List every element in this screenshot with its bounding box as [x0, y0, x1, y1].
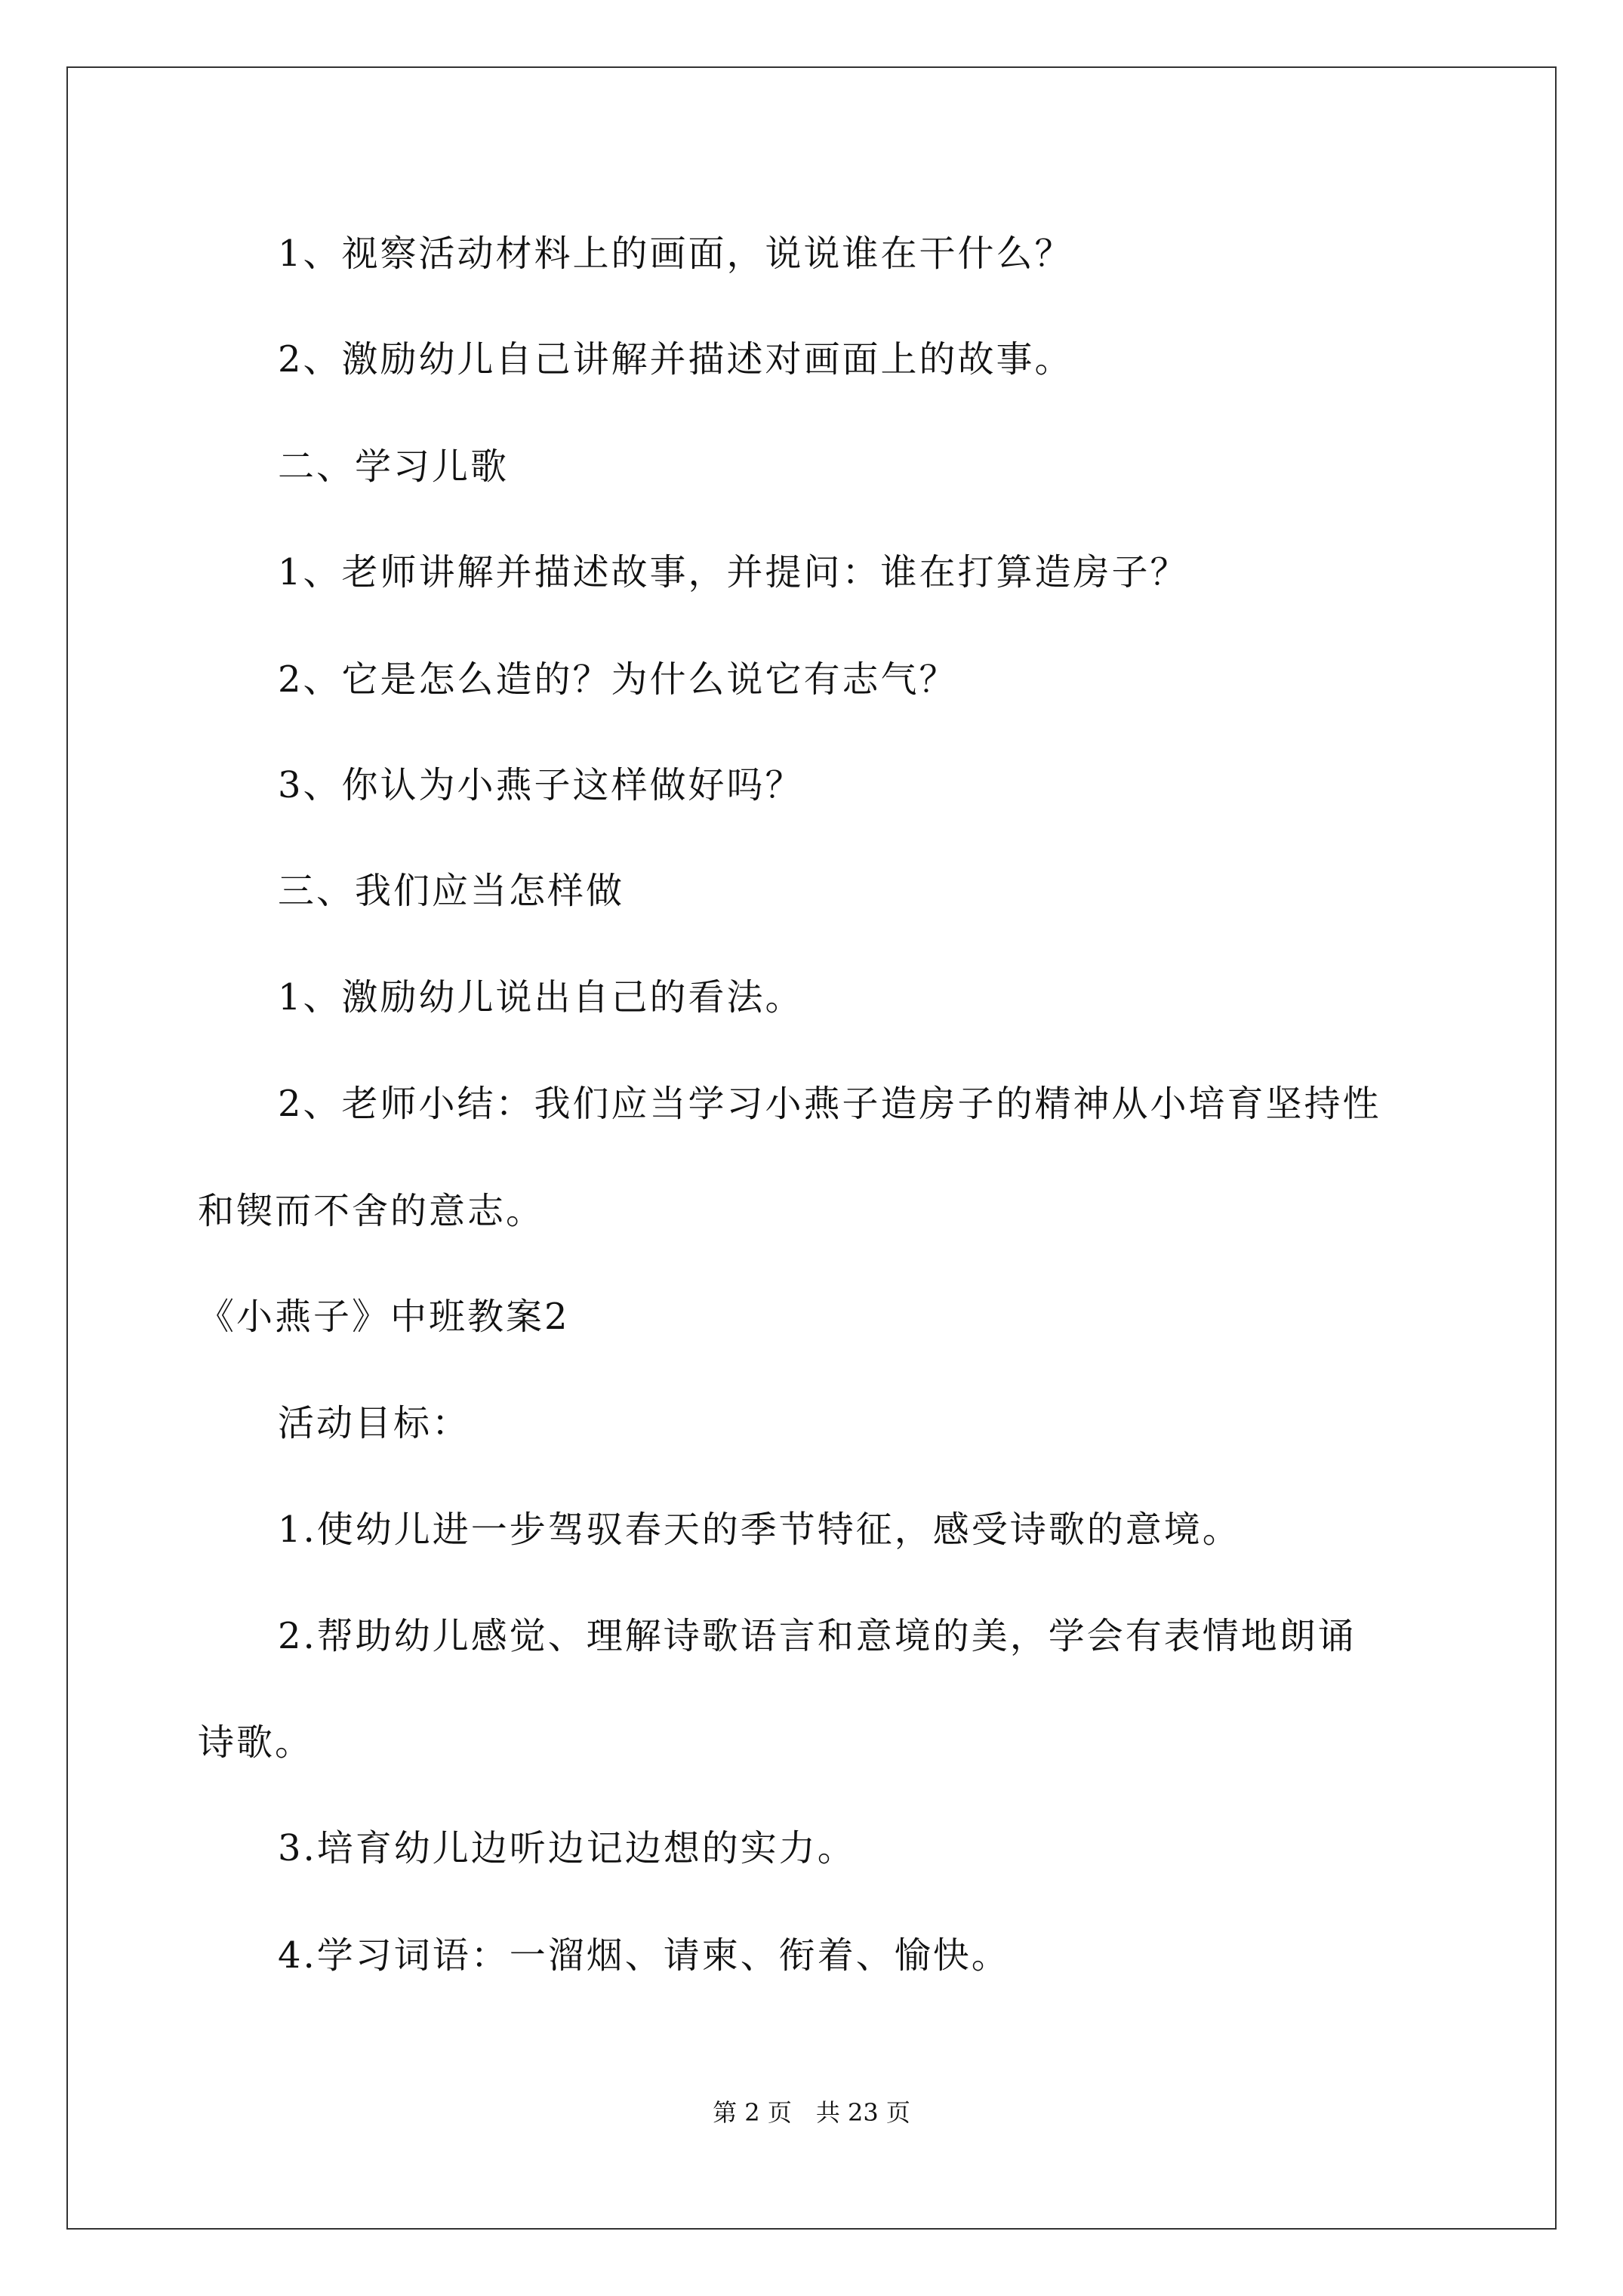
paragraph-line: 3.培育幼儿边听边记边想的实力。 — [278, 1827, 856, 1869]
page-border — [66, 66, 1557, 2230]
paragraph-line: 和锲而不舍的意志。 — [198, 1190, 545, 1232]
paragraph-line: 诗歌。 — [198, 1721, 314, 1764]
section-heading: 活动目标： — [278, 1402, 471, 1444]
paragraph-line: 1、激励幼儿说出自己的看法。 — [278, 976, 804, 1019]
paragraph-line: 1、老师讲解并描述故事，并提问：谁在打算造房子？ — [278, 551, 1189, 593]
paragraph-line: 1、视察活动材料上的画面，说说谁在干什么？ — [278, 233, 1073, 275]
paragraph-line: 3、你认为小燕子这样做好吗？ — [278, 764, 804, 806]
paragraph-line: 1.使幼儿进一步驾驭春天的季节特征，感受诗歌的意境。 — [278, 1509, 1241, 1551]
lesson-title: 《小燕子》中班教案2 — [198, 1296, 570, 1338]
paragraph-line: 4.学习词语：一溜烟、请柬、衔着、愉快。 — [278, 1934, 1010, 1977]
section-heading: 二、学习儿歌 — [278, 445, 510, 488]
paragraph-line: 2、它是怎么造的？为什么说它有志气？ — [278, 658, 958, 701]
paragraph-line: 2、老师小结：我们应当学习小燕子造房子的精神从小培育坚持性 — [278, 1083, 1381, 1125]
paragraph-line: 2、激励幼儿自己讲解并描述对画面上的故事。 — [278, 338, 1073, 381]
page-number: 第 2 页 共 23 页 — [713, 2098, 910, 2127]
section-heading: 三、我们应当怎样做 — [278, 870, 625, 912]
paragraph-line: 2.帮助幼儿感觉、理解诗歌语言和意境的美，学会有表情地朗诵 — [278, 1615, 1357, 1657]
